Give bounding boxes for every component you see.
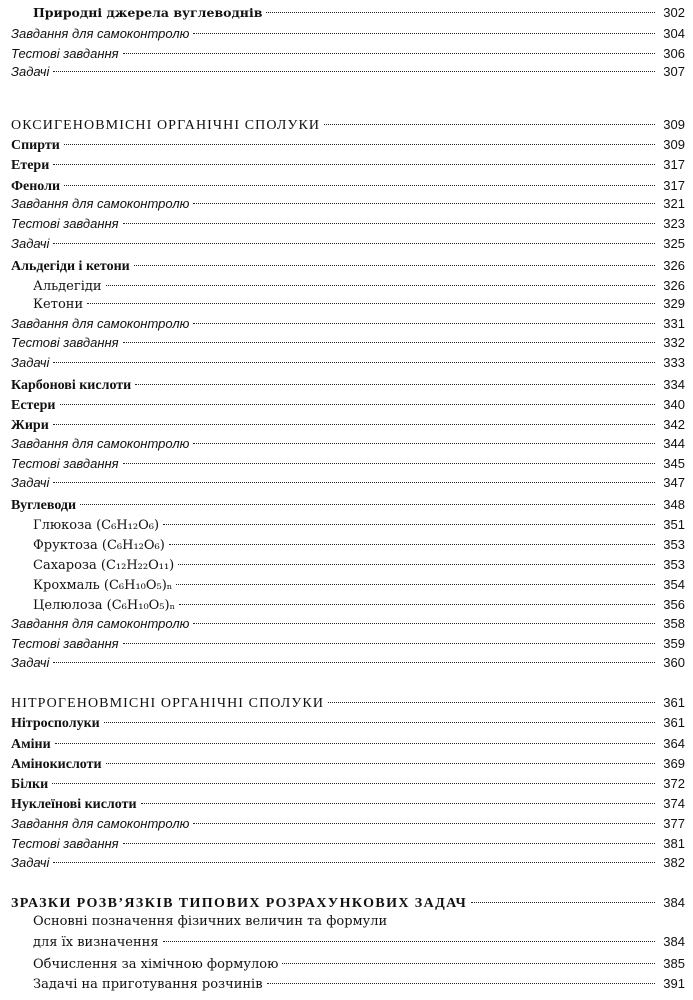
toc-entry[interactable] [11, 5, 685, 25]
toc-entry-page: 309 [663, 137, 685, 152]
toc-entry[interactable] [11, 715, 685, 735]
toc-entry[interactable] [11, 836, 685, 856]
toc-entry[interactable] [11, 736, 685, 756]
toc-entry-title: Завдання для самоконтролю [11, 436, 190, 451]
toc-entry[interactable] [11, 895, 685, 915]
toc-entry-page: 329 [663, 296, 685, 311]
dot-leader [176, 584, 655, 585]
toc-entry-title: Карбонові кислоти [11, 378, 132, 393]
dot-leader [104, 722, 655, 723]
toc-entry[interactable] [11, 258, 685, 278]
toc-entry-title: ОКСИГЕНОВМІСНІ ОРГАНІЧНІ СПОЛУКИ [11, 118, 321, 133]
toc-entry[interactable] [11, 497, 685, 517]
toc-entry-title: Жири [11, 418, 49, 433]
toc-entry-title: Задачі на приготування розчинів [33, 977, 263, 992]
toc-entry-title: для їх визначення [33, 935, 159, 950]
toc-entry[interactable] [11, 597, 685, 617]
dot-leader [141, 803, 655, 804]
toc-entry-page: 344 [663, 436, 685, 451]
toc-entry-page: 309 [663, 117, 685, 132]
dot-leader [53, 243, 655, 244]
toc-entry-title: Задачі [11, 236, 50, 251]
dot-leader [64, 144, 655, 145]
toc-entry-title: Природні джерела вуглеводнів [33, 5, 263, 20]
toc-entry-page: 342 [663, 417, 685, 432]
toc-entry-page: 382 [663, 855, 685, 870]
toc-entry[interactable] [11, 397, 685, 417]
dot-leader [193, 623, 655, 624]
toc-entry-title: Задачі [11, 64, 50, 79]
toc-entry-title: Задачі [11, 475, 50, 490]
toc-entry-title: Вуглеводи [11, 498, 77, 513]
toc-entry-page: 332 [663, 335, 685, 350]
toc-entry[interactable] [11, 417, 685, 437]
toc-entry-title: Завдання для самоконтролю [11, 616, 190, 631]
dot-leader [471, 902, 655, 903]
toc-entry[interactable] [11, 137, 685, 157]
dot-leader [123, 843, 655, 844]
toc-entry-title: Глюкоза (C₆H₁₂O₆) [33, 518, 160, 533]
toc-entry-title: Тестові завдання [11, 636, 119, 651]
dot-leader [53, 862, 655, 863]
toc-entry-page: 331 [663, 316, 685, 331]
toc-entry-title: Завдання для самоконтролю [11, 316, 190, 331]
dot-leader [53, 482, 655, 483]
toc-entry-page: 354 [663, 577, 685, 592]
dot-leader [163, 941, 655, 942]
dot-leader [179, 604, 655, 605]
toc-entry-page: 326 [663, 258, 685, 273]
toc-entry-page: 361 [663, 695, 685, 710]
toc-entry-title: ЗРАЗКИ РОЗВ’ЯЗКІВ ТИПОВИХ РОЗРАХУНКОВИХ ЗАДАЧ [11, 896, 468, 911]
toc-entry-page: 358 [663, 616, 685, 631]
dot-leader [123, 463, 655, 464]
toc-entry-title: Нітросполуки [11, 716, 100, 731]
toc-entry-page: 351 [663, 517, 685, 532]
toc-entry-page: 323 [663, 216, 685, 231]
toc-entry-page: 347 [663, 475, 685, 490]
toc-entry-page: 345 [663, 456, 685, 471]
toc-entry-title: Задачі [11, 355, 50, 370]
toc-entry-title: Білки [11, 777, 49, 792]
toc-entry-page: 353 [663, 557, 685, 572]
toc-entry-page: 359 [663, 636, 685, 651]
toc-entry[interactable] [11, 64, 685, 84]
dot-leader [123, 342, 655, 343]
toc-entry-page: 360 [663, 655, 685, 670]
dot-leader [324, 124, 655, 125]
toc-entry[interactable] [11, 436, 685, 456]
toc-entry[interactable] [11, 316, 685, 336]
dot-leader [193, 443, 655, 444]
toc-entry[interactable] [11, 956, 685, 976]
dot-leader [267, 983, 655, 984]
dot-leader [123, 643, 655, 644]
toc-entry[interactable] [11, 117, 685, 137]
dot-leader [55, 743, 655, 744]
toc-entry[interactable] [11, 537, 685, 557]
toc-entry-title: Етери [11, 158, 50, 173]
toc-entry-page: 356 [663, 597, 685, 612]
toc-entry-title: Задачі [11, 655, 50, 670]
toc-entry-title: Альдегіди і кетони [11, 259, 130, 274]
toc-entry-title: Фруктоза (C₆H₁₂O₆) [33, 538, 165, 553]
toc-entry-page: 307 [663, 64, 685, 79]
toc-entry[interactable] [11, 577, 685, 597]
toc-entry-page: 353 [663, 537, 685, 552]
dot-leader [53, 71, 655, 72]
toc-entry-title: Тестові завдання [11, 836, 119, 851]
toc-entry-title: Основні позначення фізичних величин та формули [33, 914, 388, 929]
toc-entry[interactable] [11, 178, 685, 198]
toc-entry[interactable] [11, 655, 685, 675]
toc-entry[interactable] [11, 776, 685, 796]
dot-leader [52, 783, 655, 784]
toc-entry[interactable] [11, 236, 685, 256]
toc-entry-title: Нуклеїнові кислоти [11, 797, 137, 812]
toc-entry-page: 334 [663, 377, 685, 392]
dot-leader [169, 544, 655, 545]
dot-leader [163, 524, 655, 525]
dot-leader [53, 362, 655, 363]
toc-entry-page: 325 [663, 236, 685, 251]
toc-entry[interactable] [11, 46, 685, 66]
toc-entry[interactable] [11, 557, 685, 577]
toc-entry-page: 369 [663, 756, 685, 771]
toc-entry-page: 384 [663, 934, 685, 949]
toc-entry[interactable] [11, 636, 685, 656]
dot-leader [53, 424, 655, 425]
toc-entry-page: 364 [663, 736, 685, 751]
toc-entry-page: 321 [663, 196, 685, 211]
toc-entry-title: Завдання для самоконтролю [11, 196, 190, 211]
toc-entry[interactable] [11, 377, 685, 397]
toc-entry-page: 333 [663, 355, 685, 370]
dot-leader [193, 823, 655, 824]
toc-entry-page: 372 [663, 776, 685, 791]
toc-entry-title: Аміни [11, 737, 51, 752]
toc-entry-title: Завдання для самоконтролю [11, 26, 190, 41]
toc-entry-title: Тестові завдання [11, 46, 119, 61]
dot-leader [134, 265, 655, 266]
toc-entry[interactable] [11, 616, 685, 636]
toc-entry[interactable] [11, 26, 685, 46]
toc-entry-page: 317 [663, 157, 685, 172]
toc-entry-title: Завдання для самоконтролю [11, 816, 190, 831]
dot-leader [193, 33, 655, 34]
toc-entry-title: Амінокислоти [11, 757, 102, 772]
toc-entry-page: 304 [663, 26, 685, 41]
toc-entry-title: Кетони [33, 297, 84, 312]
dot-leader [53, 662, 655, 663]
toc-entry-title: Тестові завдання [11, 216, 119, 231]
toc-entry-page: 385 [663, 956, 685, 971]
toc-entry[interactable] [11, 816, 685, 836]
toc-entry[interactable] [11, 216, 685, 236]
toc-entry-page: 326 [663, 278, 685, 293]
toc-entry[interactable] [11, 355, 685, 375]
toc-entry-page: 391 [663, 976, 685, 991]
toc-entry[interactable] [11, 796, 685, 816]
toc-entry-page: 374 [663, 796, 685, 811]
toc-entry-title: Сахароза (C₁₂H₂₂O₁₁) [33, 558, 175, 573]
toc-entry[interactable] [11, 517, 685, 537]
toc-entry-title: НІТРОГЕНОВМІСНІ ОРГАНІЧНІ СПОЛУКИ [11, 696, 325, 711]
toc-entry-title: Тестові завдання [11, 335, 119, 350]
dot-leader [193, 323, 655, 324]
dot-leader [266, 12, 655, 13]
toc-entry-page: 306 [663, 46, 685, 61]
dot-leader [87, 303, 655, 304]
toc-entry-title: Задачі [11, 855, 50, 870]
toc-entry-page: 384 [663, 895, 685, 910]
dot-leader [53, 164, 655, 165]
toc-entry[interactable] [11, 196, 685, 216]
toc-entry[interactable] [11, 695, 685, 715]
toc-entry-title: Обчислення за хімічною формулою [33, 957, 279, 972]
toc-entry-title: Целюлоза (C₆H₁₀O₅)ₙ [33, 598, 176, 613]
toc-entry-page: 361 [663, 715, 685, 730]
toc-entry-page: 348 [663, 497, 685, 512]
dot-leader [123, 53, 655, 54]
dot-leader [106, 285, 655, 286]
dot-leader [106, 763, 655, 764]
toc-entry-page: 377 [663, 816, 685, 831]
toc-entry[interactable] [11, 278, 685, 298]
toc-entry-page: 381 [663, 836, 685, 851]
dot-leader [123, 223, 655, 224]
dot-leader [80, 504, 655, 505]
toc-entry-page: 340 [663, 397, 685, 412]
dot-leader [64, 185, 655, 186]
dot-leader [135, 384, 655, 385]
dot-leader [282, 963, 655, 964]
toc-entry-page: 317 [663, 178, 685, 193]
toc-entry[interactable] [11, 475, 685, 495]
toc-entry[interactable] [11, 456, 685, 476]
toc-entry[interactable] [11, 296, 685, 316]
toc-entry-title: Крохмаль (C₆H₁₀O₅)ₙ [33, 578, 173, 593]
toc-entry[interactable] [11, 934, 685, 954]
toc-entry-title: Спирти [11, 138, 60, 153]
toc-entry-page: 302 [663, 5, 685, 20]
toc-entry[interactable] [11, 914, 685, 934]
dot-leader [60, 404, 656, 405]
dot-leader [328, 702, 655, 703]
dot-leader [178, 564, 655, 565]
toc-entry[interactable] [11, 157, 685, 177]
toc-entry-title: Феноли [11, 179, 61, 194]
toc-entry-title: Тестові завдання [11, 456, 119, 471]
toc-entry[interactable] [11, 855, 685, 875]
toc-entry[interactable] [11, 976, 685, 996]
dot-leader [193, 203, 655, 204]
toc-entry[interactable] [11, 756, 685, 776]
toc-entry-title: Естери [11, 398, 56, 413]
toc-entry[interactable] [11, 335, 685, 355]
toc-entry-title: Альдегіди [33, 279, 102, 294]
